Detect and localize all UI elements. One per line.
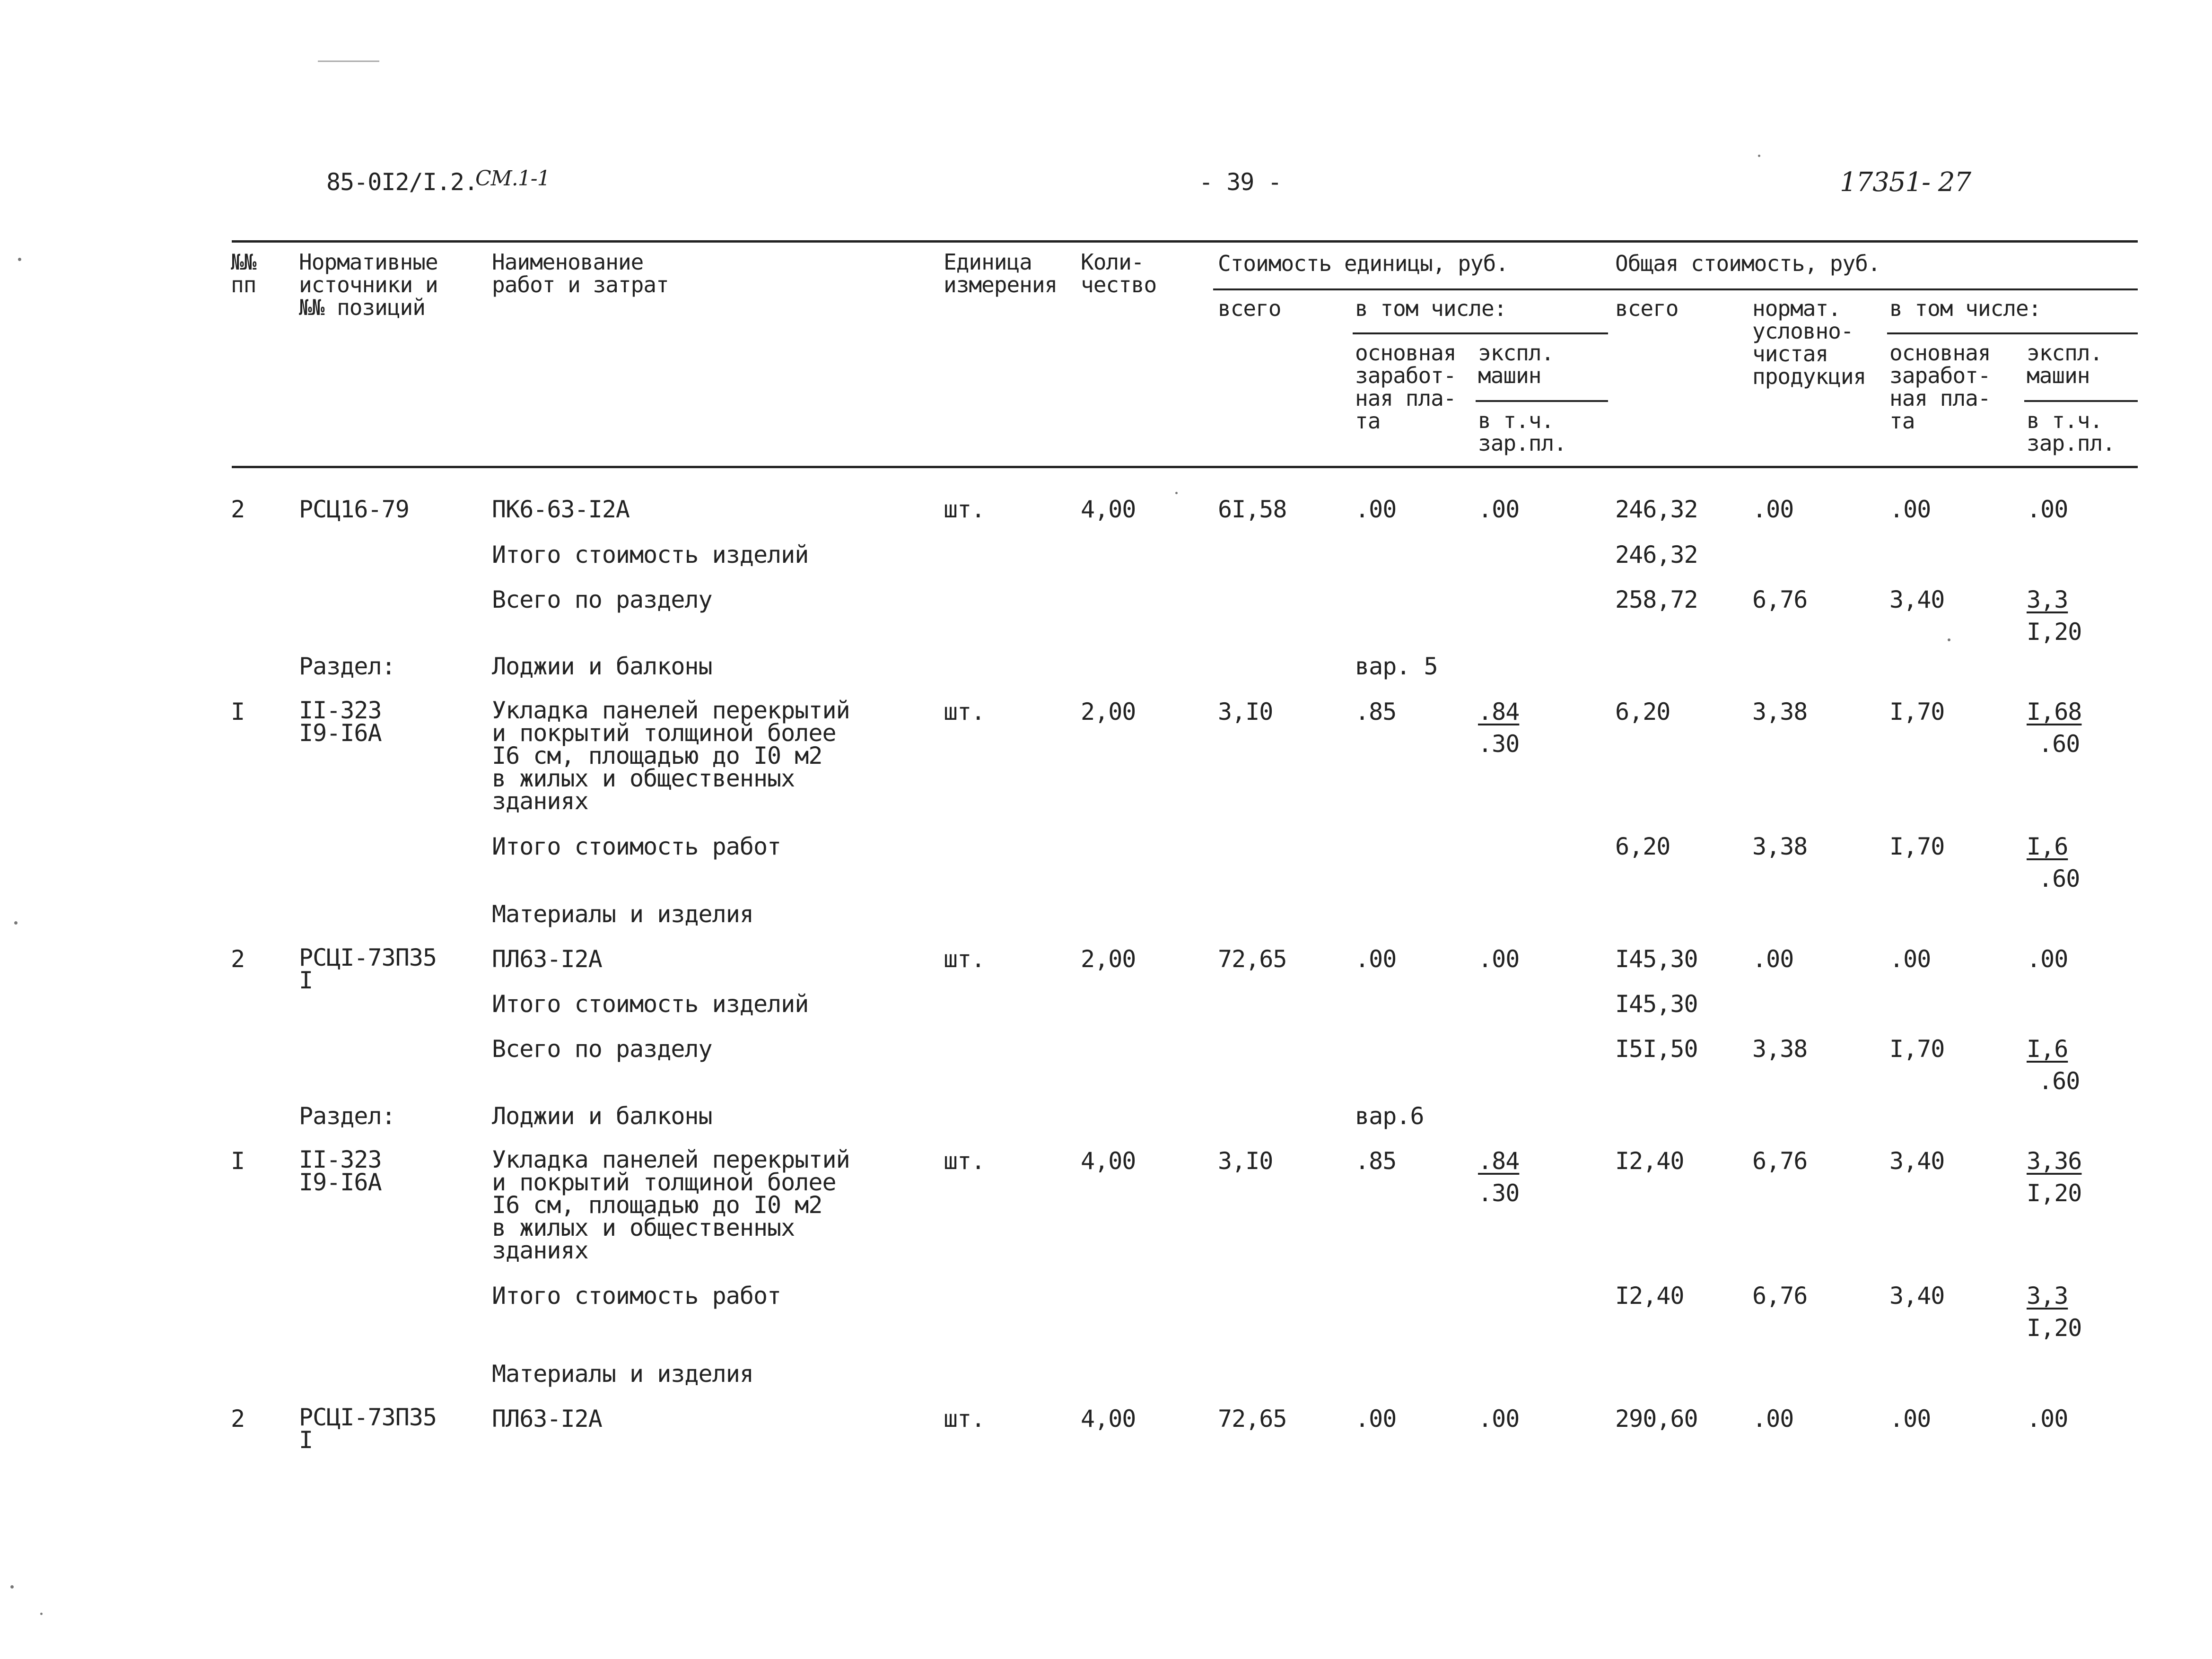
row-total: I2,40	[1615, 1282, 1684, 1310]
col-header-source: Нормативные источники и №№ позиций	[299, 249, 438, 320]
row-total-mach-wage: .60	[2038, 865, 2080, 892]
row-total-wage: .00	[1889, 945, 1931, 973]
row-total-mach: I,6	[2027, 833, 2068, 860]
row-unit-price: 72,65	[1218, 945, 1287, 973]
table-header-bottom-rule	[232, 466, 2138, 468]
row-total: 6,20	[1615, 833, 1670, 860]
row-total-wage: I,70	[1889, 698, 1945, 725]
row-qty: 4,00	[1081, 1147, 1136, 1175]
row-source: РСЦI-73П35 I	[299, 1404, 437, 1454]
document-code: 85-0I2/I.2.	[326, 168, 478, 196]
row-unit-wage: .85	[1355, 698, 1397, 725]
col-header-qty: Коли- чество	[1081, 249, 1157, 297]
row-total-norm: .00	[1752, 496, 1794, 523]
row-total: I5I,50	[1615, 1035, 1698, 1063]
row-num: I	[231, 1147, 245, 1175]
row-total-mach: .00	[2027, 496, 2068, 523]
col-header-total-mach-wage: в т.ч. зар.пл.	[2027, 408, 2115, 456]
row-total: 290,60	[1615, 1405, 1698, 1432]
col-header-unit-total: всего	[1218, 296, 1281, 321]
row-total-wage: .00	[1889, 496, 1931, 523]
row-name: Укладка панелей перекрытий и покрытий толщиной более I6 см, площадью до I0 м2 в жилых и общественных зданиях	[492, 1146, 850, 1264]
row-total-wage: 3,40	[1889, 1282, 1945, 1310]
row-num: 2	[231, 496, 245, 523]
row-qty: 2,00	[1081, 945, 1136, 973]
subsection-title: Материалы и изделия	[492, 900, 753, 928]
col-header-total-cost: Общая стоимость, руб.	[1615, 251, 1880, 276]
row-unit-price: 3,I0	[1218, 1147, 1273, 1175]
col-header-unit-cost: Стоимость единицы, руб.	[1218, 251, 1508, 276]
row-unit: шт.	[944, 698, 985, 725]
row-qty: 4,00	[1081, 496, 1136, 523]
row-qty: 2,00	[1081, 698, 1136, 725]
section-variant: вар. 5	[1355, 653, 1438, 680]
row-name: ПЛ63-I2А	[492, 945, 602, 973]
row-total-mach-wage: I,20	[2027, 1179, 2082, 1207]
row-total-wage: .00	[1889, 1405, 1931, 1432]
row-unit: шт.	[944, 1405, 985, 1432]
scan-speck	[40, 1613, 43, 1615]
row-total: 246,32	[1615, 541, 1698, 568]
row-total: I45,30	[1615, 990, 1698, 1018]
subsection-title: Материалы и изделия	[492, 1360, 753, 1388]
row-unit-wage: .85	[1355, 1147, 1397, 1175]
row-unit: шт.	[944, 496, 985, 523]
col-header-unit-mach-wage: в т.ч. зар.пл.	[1478, 408, 1566, 456]
row-total-norm: 6,76	[1752, 1282, 1808, 1310]
scan-speck	[1175, 492, 1178, 494]
row-unit: шт.	[944, 945, 985, 973]
row-source: II-323 I9-I6А	[299, 697, 382, 747]
row-name: Укладка панелей перекрытий и покрытий толщиной более I6 см, площадью до I0 м2 в жилых и общественных зданиях	[492, 697, 850, 815]
row-unit-price: 6I,58	[1218, 496, 1287, 523]
row-total-norm: .00	[1752, 1405, 1794, 1432]
row-name: Итого стоимость работ	[492, 1282, 781, 1310]
scan-speck	[1948, 638, 1950, 641]
scan-speck	[10, 1585, 14, 1589]
row-total-wage: 3,40	[1889, 1147, 1945, 1175]
col-header-unit-mach: экспл. машин	[1478, 340, 1554, 388]
row-num: 2	[231, 1405, 245, 1432]
row-name: Итого стоимость работ	[492, 833, 781, 860]
row-num: I	[231, 698, 245, 725]
row-unit-price: 3,I0	[1218, 698, 1273, 725]
row-total: I2,40	[1615, 1147, 1684, 1175]
row-total-mach: 3,3	[2027, 1282, 2068, 1310]
row-total-mach: 3,3	[2027, 586, 2068, 613]
row-total-norm: 6,76	[1752, 1147, 1808, 1175]
row-unit-wage: .00	[1355, 496, 1397, 523]
scan-mark	[318, 61, 379, 62]
table-top-rule	[232, 240, 2138, 243]
scan-speck	[14, 921, 17, 925]
col-header-num: №№ пп	[231, 249, 256, 297]
row-unit-mach-wage: .30	[1478, 730, 1520, 758]
row-total-mach: I,6	[2027, 1035, 2068, 1063]
scan-speck	[1758, 155, 1760, 157]
row-total-mach: .00	[2027, 1405, 2068, 1432]
row-name: Всего по разделу	[492, 586, 712, 613]
row-name: ПК6-63-I2А	[492, 496, 630, 523]
row-name: Всего по разделу	[492, 1035, 712, 1063]
section-title: Лоджии и балконы	[492, 1102, 712, 1130]
row-unit-mach-wage: .30	[1478, 1179, 1520, 1207]
col-header-total-all: всего	[1615, 296, 1679, 321]
row-total-mach-wage: I,20	[2027, 618, 2082, 646]
row-total-wage: I,70	[1889, 1035, 1945, 1063]
header-rule-total-mach	[2024, 400, 2138, 402]
row-unit-wage: .00	[1355, 945, 1397, 973]
row-total-norm: 3,38	[1752, 833, 1808, 860]
row-total-mach-wage: .60	[2038, 730, 2080, 758]
row-total-wage: 3,40	[1889, 586, 1945, 613]
row-unit-mach: .00	[1478, 1405, 1520, 1432]
row-source: РСЦI-73П35 I	[299, 944, 437, 994]
section-label: Раздел:	[299, 653, 395, 680]
col-header-unit: Единица измерения	[944, 249, 1058, 297]
handwritten-number: 17351- 27	[1840, 167, 1971, 198]
row-qty: 4,00	[1081, 1405, 1136, 1432]
col-header-total-wage: основная заработ- ная пла- та	[1889, 340, 1991, 434]
row-total-mach-wage: I,20	[2027, 1314, 2082, 1342]
row-total-mach: .00	[2027, 945, 2068, 973]
row-name: Итого стоимость изделий	[492, 990, 809, 1018]
col-header-total-incl: в том числе:	[1889, 296, 2041, 321]
row-total-wage: I,70	[1889, 833, 1945, 860]
row-total: 6,20	[1615, 698, 1670, 725]
row-unit-mach: .00	[1478, 945, 1520, 973]
row-unit-mach: .84	[1478, 1147, 1520, 1175]
row-unit-price: 72,65	[1218, 1405, 1287, 1432]
row-source: РСЦ16-79	[299, 496, 409, 523]
row-total-mach: 3,36	[2027, 1147, 2082, 1175]
row-unit: шт.	[944, 1147, 985, 1175]
header-rule-total-incl	[1887, 332, 2138, 334]
section-variant: вар.6	[1355, 1102, 1424, 1130]
row-total-norm: 3,38	[1752, 698, 1808, 725]
page-number: - 39 -	[1199, 168, 1282, 196]
header-rule-unit-incl	[1353, 332, 1608, 334]
row-unit-mach: .84	[1478, 698, 1520, 725]
row-unit-mach: .00	[1478, 496, 1520, 523]
section-label: Раздел:	[299, 1102, 395, 1130]
row-total-norm: 3,38	[1752, 1035, 1808, 1063]
row-name: Итого стоимость изделий	[492, 541, 809, 568]
row-unit-wage: .00	[1355, 1405, 1397, 1432]
row-total-norm: .00	[1752, 945, 1794, 973]
row-total-norm: 6,76	[1752, 586, 1808, 613]
scan-speck	[18, 258, 21, 261]
row-name: ПЛ63-I2А	[492, 1405, 602, 1432]
document-code-handwritten: CM.1-1	[475, 166, 550, 191]
section-title: Лоджии и балконы	[492, 653, 712, 680]
row-total: 258,72	[1615, 586, 1698, 613]
col-header-total-norm: нормат. условно- чистая продукция	[1752, 296, 1866, 389]
col-header-total-mach: экспл. машин	[2027, 340, 2103, 388]
row-total-mach-wage: .60	[2038, 1067, 2080, 1095]
row-source: II-323 I9-I6А	[299, 1146, 382, 1196]
header-rule-1	[1213, 288, 2138, 290]
col-header-unit-incl: в том числе:	[1355, 296, 1507, 321]
header-rule-unit-mach	[1476, 400, 1608, 402]
col-header-unit-wage: основная заработ- ная пла- та	[1355, 340, 1456, 434]
row-total: 246,32	[1615, 496, 1698, 523]
row-total-mach: I,68	[2027, 698, 2082, 725]
row-num: 2	[231, 945, 245, 973]
col-header-name: Наименование работ и затрат	[492, 249, 669, 297]
row-total: I45,30	[1615, 945, 1698, 973]
